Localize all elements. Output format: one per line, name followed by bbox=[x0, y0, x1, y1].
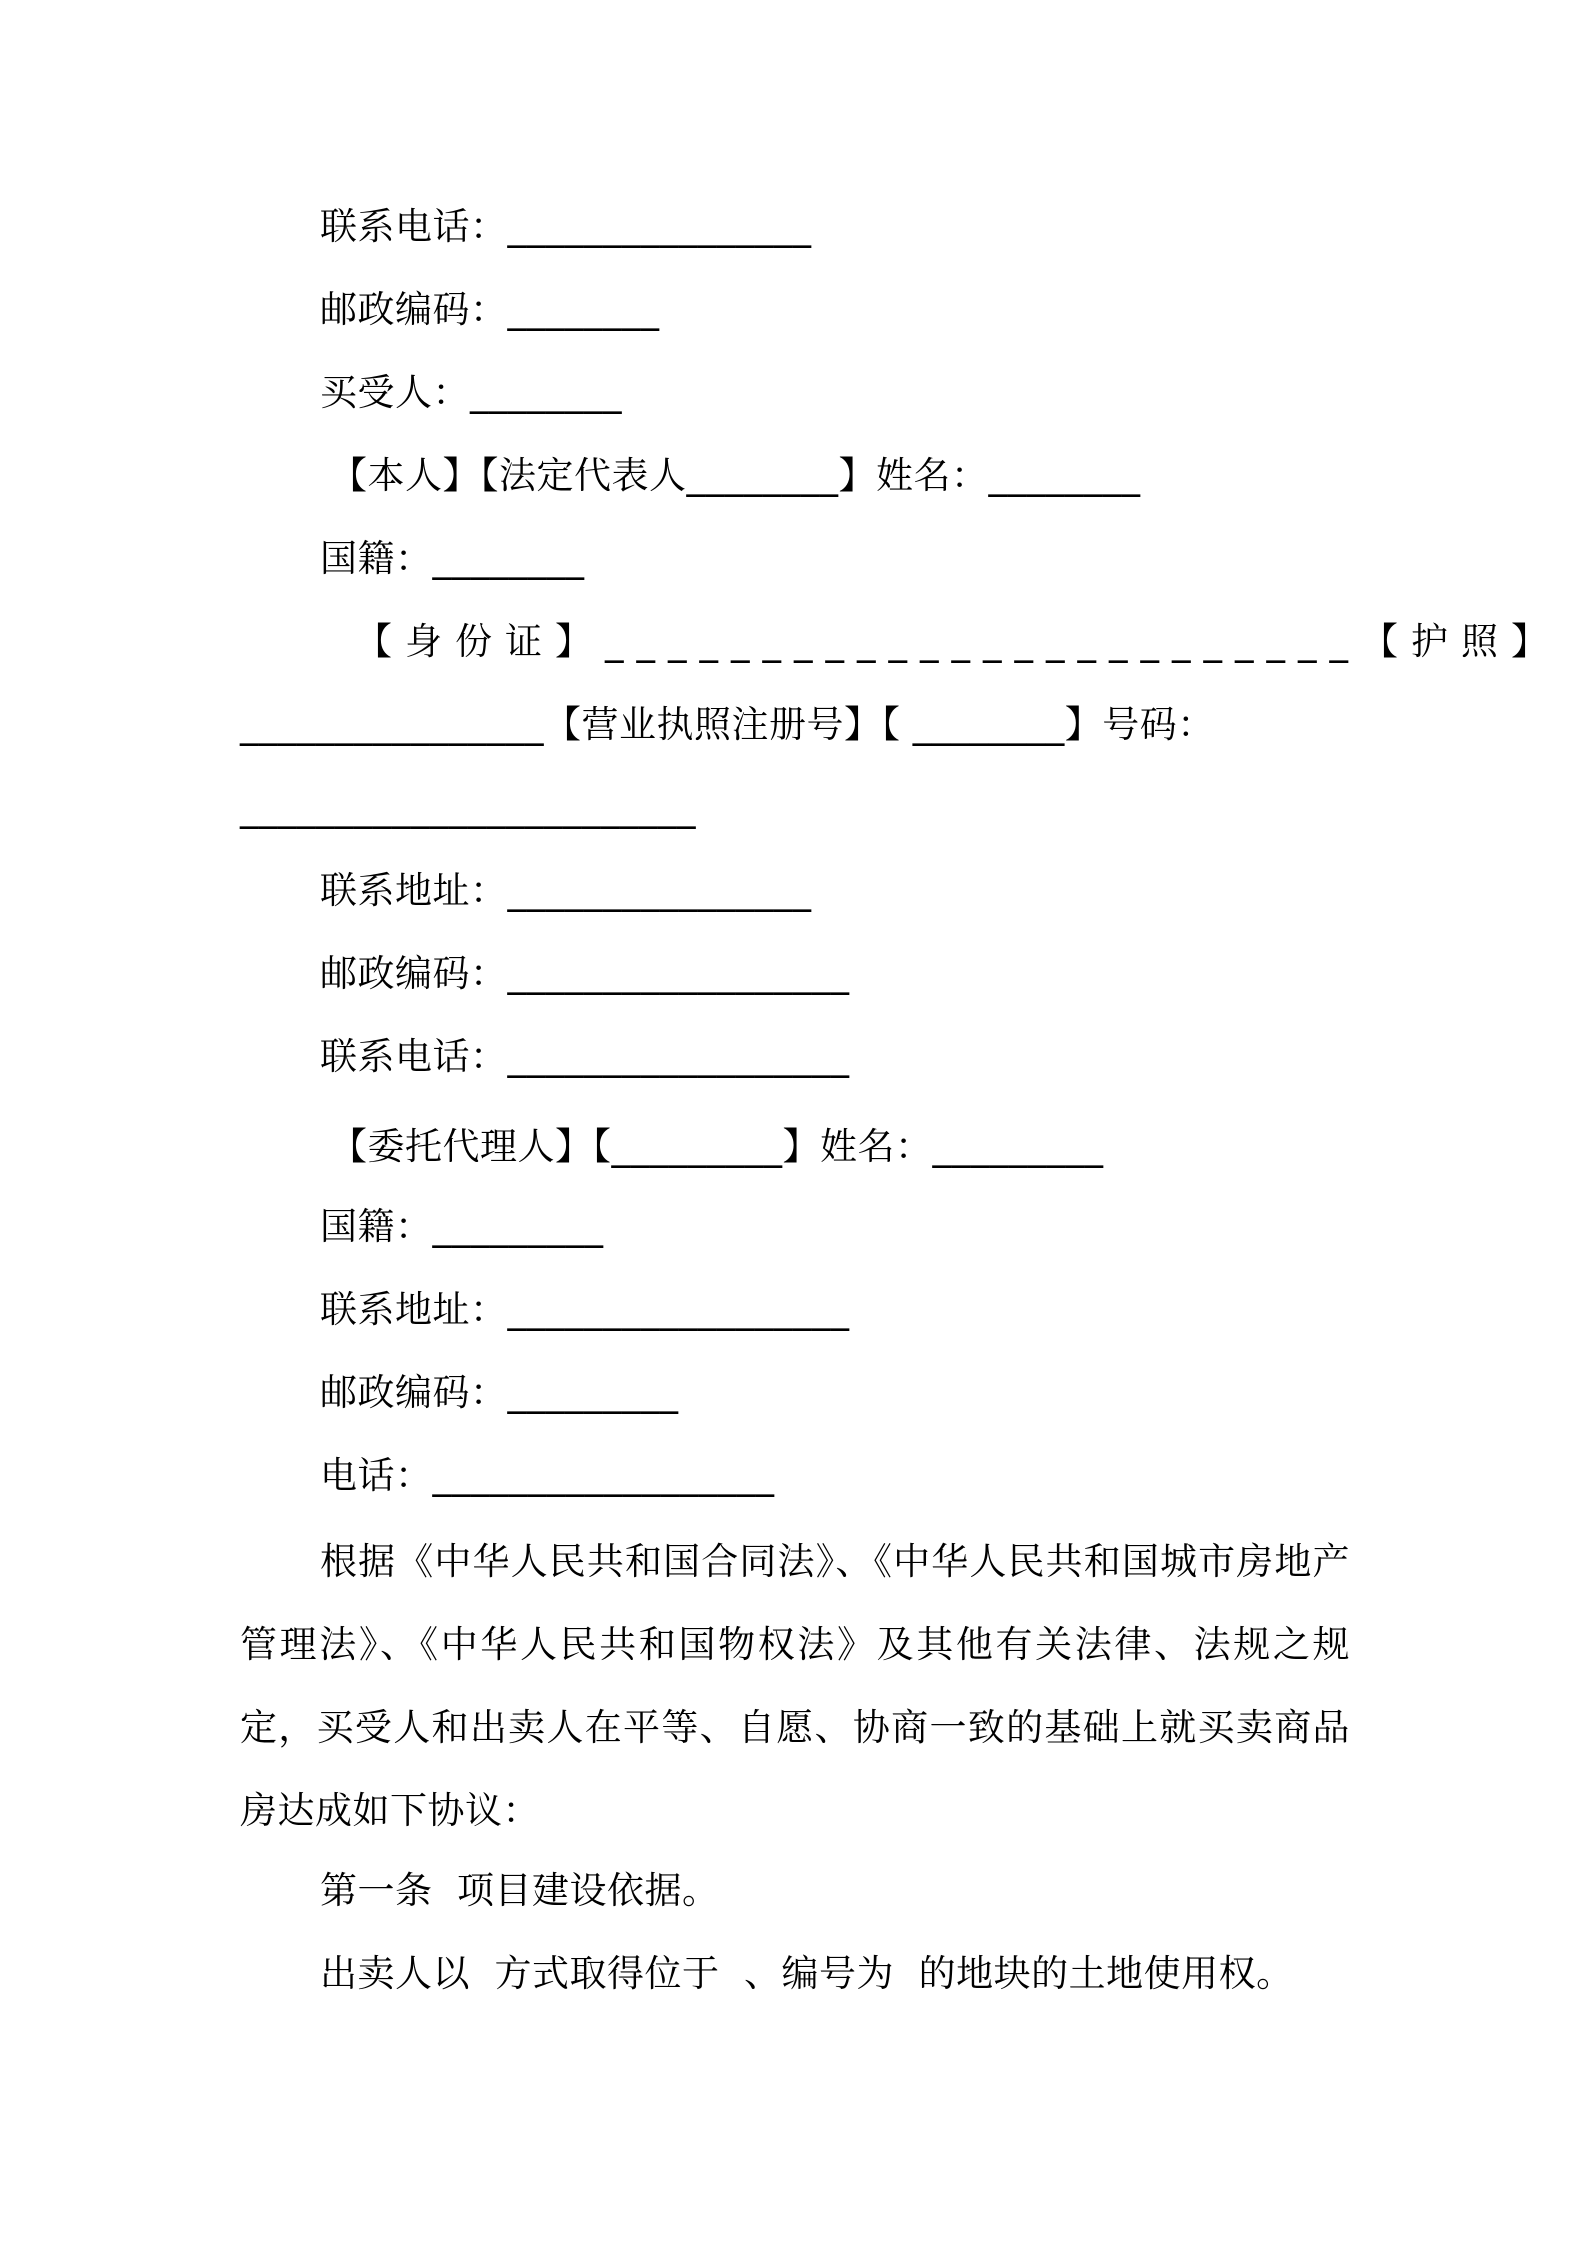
article-one-text: 出卖人以 方式取得位于 、编号为 的地块的土地使用权。 bbox=[320, 1952, 1294, 1995]
buyer-label: 买受人：________ bbox=[320, 371, 622, 414]
buyer-id-passport: 【身份证】________________________【护照】 bbox=[355, 620, 1561, 663]
agent-contact-address: 联系地址：__________________ bbox=[320, 1288, 850, 1331]
seller-contact-phone: 联系电话：________________ bbox=[320, 205, 812, 248]
seller-postal-code: 邮政编码：________ bbox=[320, 288, 660, 331]
buyer-contact-address: 联系地址：________________ bbox=[320, 869, 812, 912]
agent-name: 【委托代理人】【_________】姓名：_________ bbox=[330, 1125, 1104, 1168]
buyer-contact-phone: 联系电话：__________________ bbox=[320, 1035, 850, 1078]
buyer-license-number: ________________【营业执照注册号】【 ________】号码： bbox=[240, 703, 1215, 746]
buyer-postal-code: 邮政编码：__________________ bbox=[320, 952, 850, 995]
buyer-number-blank: ________________________ bbox=[240, 786, 696, 829]
agent-nationality: 国籍：_________ bbox=[320, 1205, 604, 1248]
agent-postal-code: 邮政编码：_________ bbox=[320, 1371, 679, 1414]
article-one-title: 第一条 项目建设依据。 bbox=[320, 1869, 720, 1912]
buyer-nationality: 国籍：________ bbox=[320, 537, 585, 580]
agreement-preamble: 根据《中华人民共和国合同法》、《中华人民共和国城市房地产管理法》、《中华人民共和国物权法》及其他有关法律、法规之规定，买受人和出卖人在平等、自愿、协商一致的基础上就买卖商品房达成如下协议： bbox=[240, 1540, 1350, 1832]
buyer-representative-name: 【本人】【法定代表人________】姓名：________ bbox=[330, 454, 1141, 497]
agent-phone: 电话：__________________ bbox=[320, 1454, 775, 1497]
